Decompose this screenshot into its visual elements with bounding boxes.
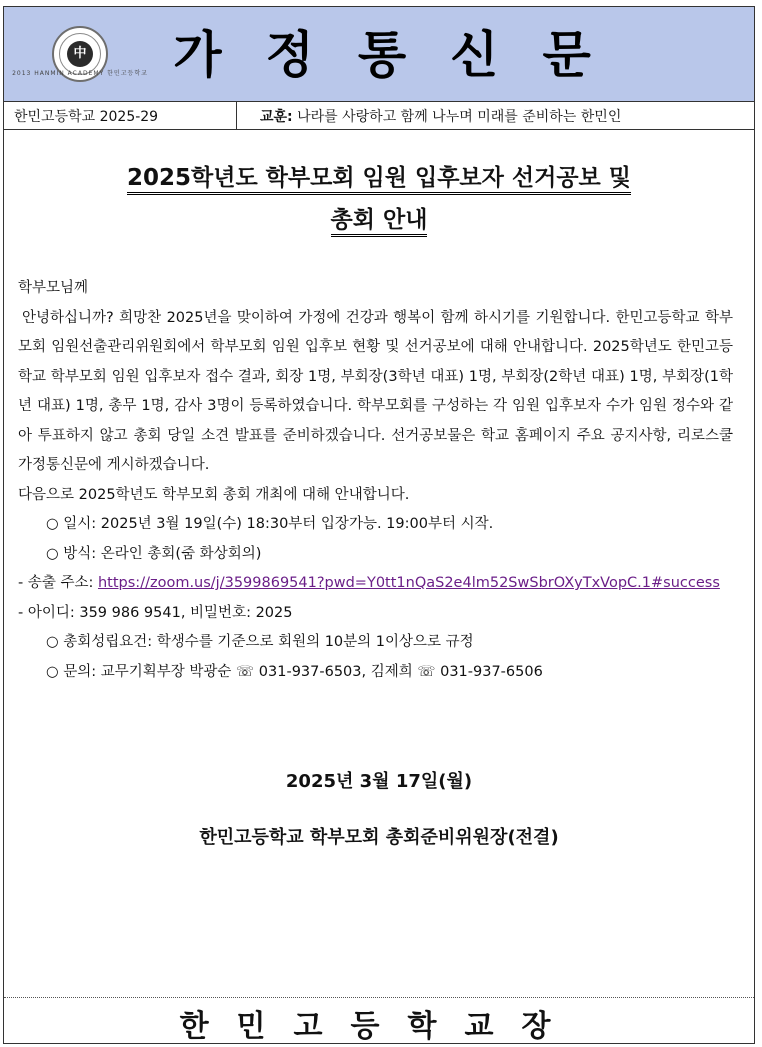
item-quorum: ○ 총회성립요건: 학생수를 기준으로 회원의 10분의 1이상으로 규정 xyxy=(46,634,474,650)
page-title: 가정통신문 xyxy=(173,25,635,84)
login-info: - 아이디: 359 986 9541, 비밀번호: 2025 xyxy=(18,604,293,621)
notice-title-line2: 총회 안내 xyxy=(331,207,428,237)
stream-label: - 송출 주소: xyxy=(18,575,98,591)
notice-body xyxy=(18,274,733,687)
school-motto xyxy=(260,106,621,126)
school-emblem-icon: 中 xyxy=(52,26,108,82)
motto-label: 교훈: xyxy=(260,109,293,125)
emblem-text: 2013 HANMIN ACADEMY 한민고등학교 xyxy=(12,70,148,77)
motto-text: 나라를 사랑하고 함께 나누며 미래를 준비하는 한민인 xyxy=(297,109,622,125)
principal-signature: 한민고등학교장 xyxy=(179,1009,579,1044)
paragraph-meeting: 다음으로 2025학년도 학부모회 총회 개최에 대해 안내합니다. xyxy=(18,486,410,503)
signer: 한민고등학교 학부모회 총회준비위원장(전결) xyxy=(199,827,559,848)
zoom-link[interactable]: https://zoom.us/j/3599869541?pwd=Y0tt1nQaS2e4lm52SwSbrOXyTxVopC.1#success xyxy=(97,575,720,591)
issue-date: 2025년 3월 17일(월) xyxy=(285,771,473,792)
document-number: 한민고등학교 2025-29 xyxy=(14,109,159,125)
item-method: ○ 방식: 온라인 총회(줌 화상회의) xyxy=(46,545,262,562)
newsletter-page xyxy=(3,6,755,1044)
item-contact: ○ 문의: 교무기획부장 박광순 ☏ 031-937-6503, 김제희 ☏ 031-937-6506 xyxy=(46,663,543,680)
notice-title xyxy=(4,157,754,241)
header-banner xyxy=(4,7,754,102)
footer-divider xyxy=(4,997,754,998)
greeting: 학부모님께 xyxy=(18,280,89,296)
stream-address xyxy=(18,569,733,599)
notice-title-line1: 2025학년도 학부모회 임원 입후보자 선거공보 및 xyxy=(127,165,631,195)
divider xyxy=(236,101,237,129)
item-date: ○ 일시: 2025년 3월 19일(수) 18:30부터 입장가능. 19:00부터 시작. xyxy=(46,516,494,532)
info-bar xyxy=(4,101,754,130)
paragraph-intro: 안녕하십니까? 희망찬 2025년을 맞이하여 가정에 건강과 행복이 함께 하시기를 기원합니다. 한민고등학교 학부모회 임원선출관리위원회에서 학부모회 임원 입후보 현황 및 선거공보에 대해 안내합니다. 2025학년도 한민고등학교 학부모회 임원 입후보자 접수 결과, 회장 1명, 부회장(3학년 대표) 1명, 부회장(2학년 대표) 1명, 부회장(1학년 대표) 1명, 총무 1명, 감사 3명이 등록하였습니다. 학부모회를 구성하는 각 임원 입후보자 수가 임원 정수와 같아 투표하지 않고 총회 당일 소견 발표를 준비하겠습니다. 선거공보물은 학교 홈페이지 주요 공지사항, 리로스쿨 가정통신문에 게시하겠습니다. xyxy=(18,309,733,473)
